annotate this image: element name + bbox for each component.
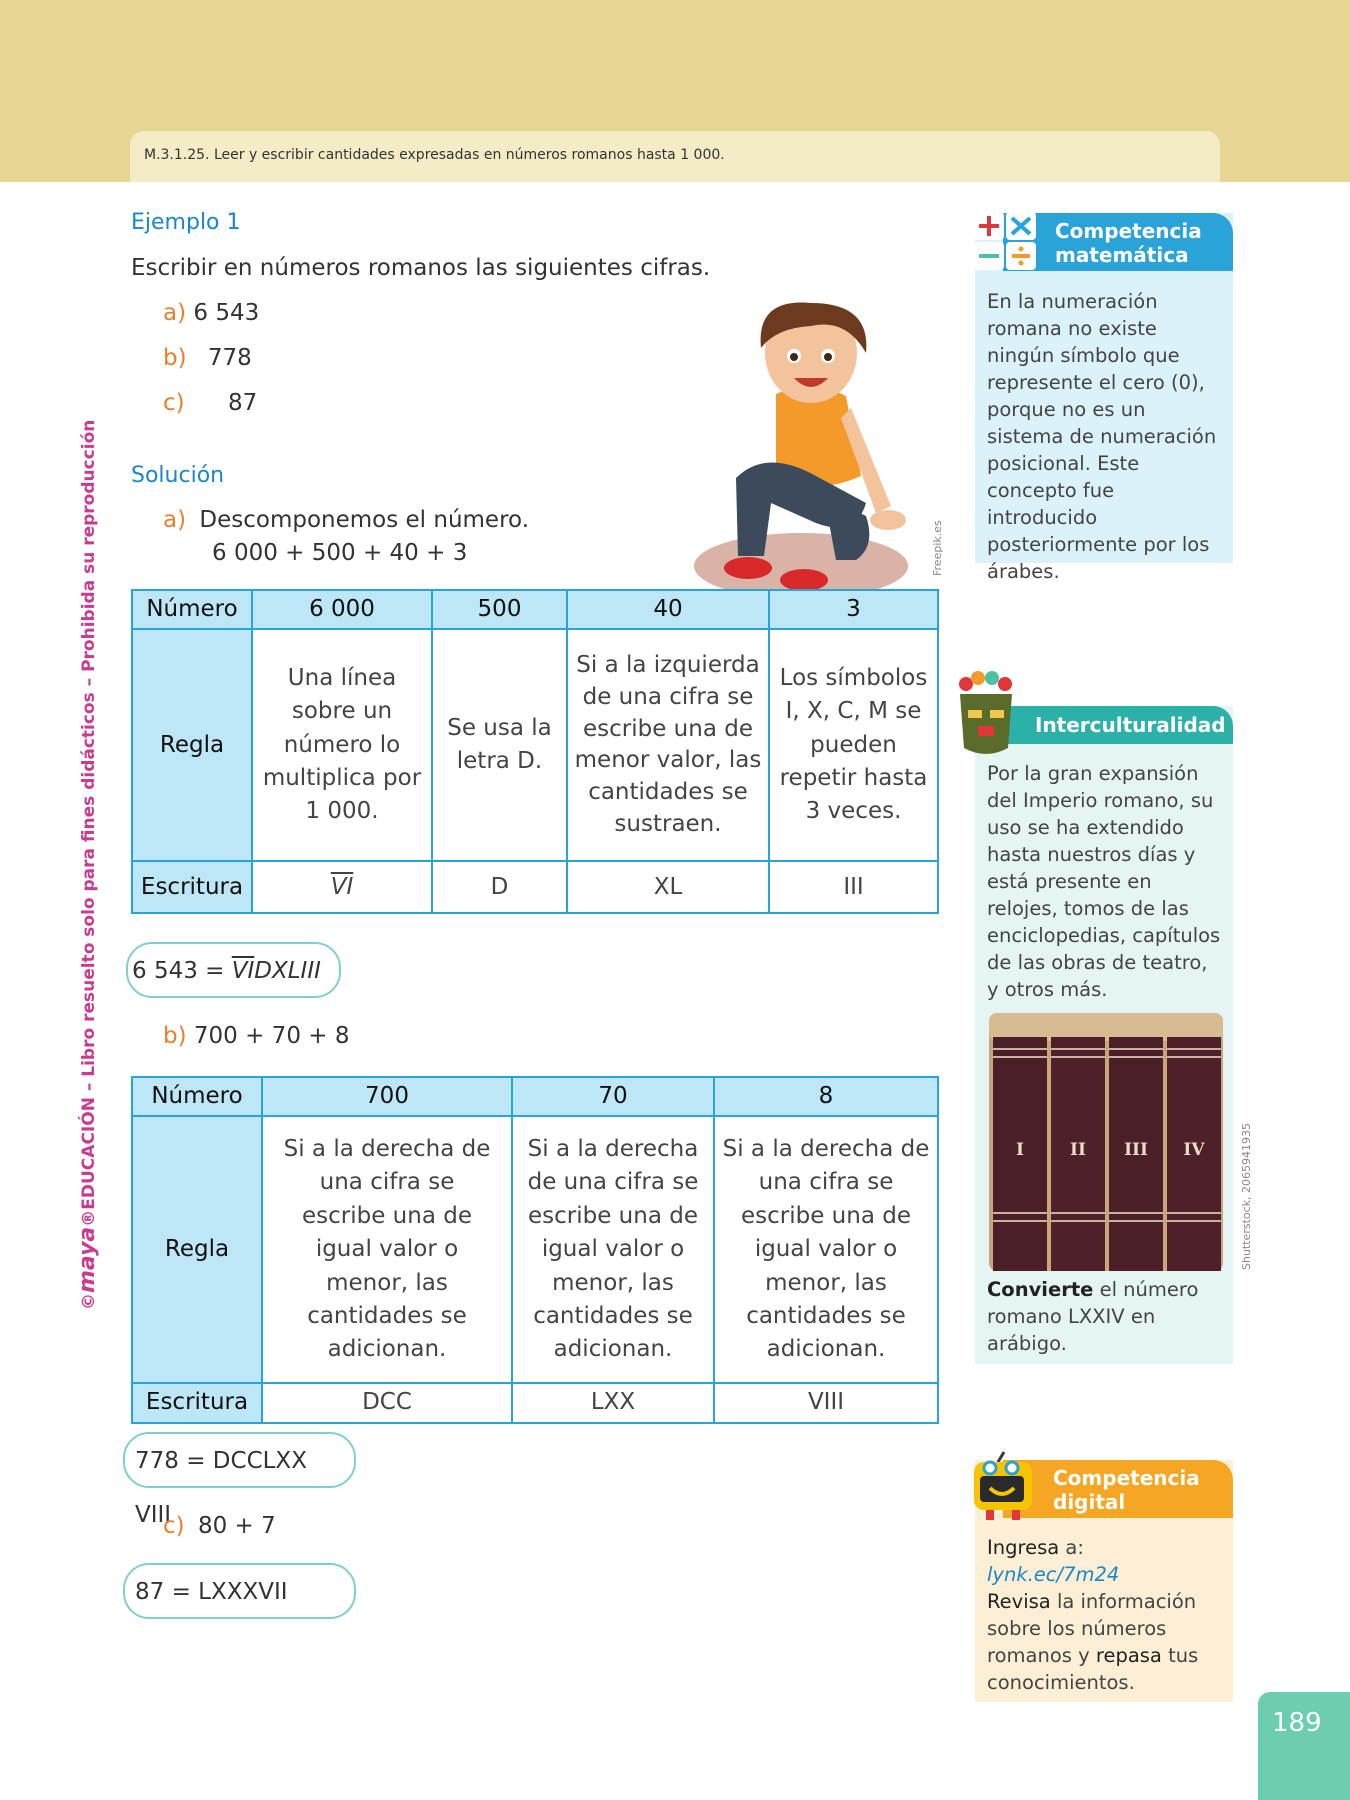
writing-cell: LXX	[512, 1383, 714, 1422]
brand-logo: maya	[75, 1226, 100, 1293]
left-shoe	[724, 557, 772, 579]
example-item-a	[163, 300, 259, 326]
item-letter: a)	[163, 300, 187, 326]
book-label: I	[1016, 1140, 1024, 1160]
header-cell: 8	[714, 1077, 938, 1116]
box-digital-body	[975, 1526, 1233, 1704]
side-credit	[75, 419, 100, 1310]
solution-c-line	[163, 1513, 276, 1539]
boy-illustration	[676, 298, 946, 608]
rule-label: Regla	[132, 1116, 262, 1383]
digital-text-3: tus conocimientos.	[987, 1644, 1199, 1694]
solution-a-line	[163, 507, 529, 533]
header-cell: 500	[432, 590, 567, 629]
right-shoe	[780, 569, 828, 591]
writing-label: Escritura	[132, 861, 252, 913]
answer-a	[126, 942, 341, 998]
rule-cell: Una línea sobre un número lo multiplica por 1 000.	[252, 629, 432, 861]
item-letter: c)	[163, 390, 185, 416]
book-label: II	[1070, 1140, 1086, 1160]
table-rule-row	[132, 629, 938, 861]
rule-label: Regla	[132, 629, 252, 861]
rule-cell: Si a la derecha de una cifra se escribe una de igual valor o menor, las cantidades se adicionan.	[512, 1116, 714, 1383]
writing-label: Escritura	[132, 1383, 262, 1422]
rule-cell: Se usa la letra D.	[432, 629, 567, 861]
writing-cell: D	[432, 861, 567, 913]
rule-cell: Si a la derecha de una cifra se escribe una de igual valor o menor, las cantidades se adicionan.	[262, 1116, 512, 1383]
header-cell: 3	[769, 590, 938, 629]
rule-cell: Si a la derecha de una cifra se escribe una de igual valor o menor, las cantidades se adicionan.	[714, 1116, 938, 1383]
books-photo	[989, 1013, 1223, 1271]
answer-b: 778 = DCCLXX VIII	[123, 1432, 356, 1488]
header-label: Número	[132, 590, 252, 629]
illustration-credit: Freepik.es	[931, 520, 944, 576]
item-letter: b)	[163, 345, 187, 371]
rule-cell: Los símbolos I, X, C, M se pueden repetir hasta 3 veces.	[769, 629, 938, 861]
copyright-symbol: ©	[79, 1293, 99, 1310]
skill-bar	[130, 131, 1220, 182]
robot-icon	[968, 1450, 1038, 1522]
skill-code: M.3.1.25. Leer y escribir cantidades expresadas en números romanos hasta 1 000.	[144, 147, 725, 163]
table-b	[131, 1076, 939, 1424]
box-inter-body: Por la gran expansión del Imperio romano, su uso se ha extendido hasta nuestros días y está presente en relojes, tomos de las enciclopedias, capítulos de las obras de teatro, y otros más.	[987, 762, 1221, 1001]
example-title: Ejemplo 1	[131, 210, 241, 235]
table-header-row	[132, 1077, 938, 1116]
writing-cell: III	[769, 861, 938, 913]
box-math-body: En la numeración romana no existe ningún símbolo que represente el cero (0), porque no es un sistema de numeración posicional. Este concepto fue introducido posteriormente por los árabes.	[987, 290, 1217, 583]
credit-text: ®EDUCACIÓN – Libro resuelto solo para fines didácticos – Prohibida su reproducción	[79, 419, 99, 1227]
solution-b-line	[163, 1023, 349, 1049]
page-number-tab	[1258, 1692, 1350, 1800]
item-letter: c)	[163, 1513, 185, 1539]
answer-a-prefix: 6 543 =	[132, 958, 232, 984]
digital-bold-3: repasa	[1095, 1644, 1162, 1667]
example-item-c	[163, 390, 257, 416]
writing-cell: XL	[567, 861, 769, 913]
math-operators-icon	[970, 208, 1042, 278]
task-text: el número romano LXXIV en arábigo.	[987, 1278, 1199, 1355]
table-rule-row	[132, 1116, 938, 1383]
book-label: III	[1124, 1140, 1148, 1160]
table-writing-row	[132, 1383, 938, 1422]
task-bold: Convierte	[987, 1278, 1094, 1301]
solution-a-decomposition: 6 000 + 500 + 40 + 3	[212, 540, 468, 566]
digital-link[interactable]: lynk.ec/7m24	[987, 1563, 1120, 1586]
header-label: Número	[132, 1077, 262, 1116]
solution-title: Solución	[131, 463, 225, 488]
header-cell: 40	[567, 590, 769, 629]
item-value: 6 543	[193, 300, 260, 326]
book-label: IV	[1183, 1140, 1205, 1160]
example-instruction: Escribir en números romanos las siguientes cifras.	[131, 255, 711, 281]
digital-text-2: la información sobre los números romanos y	[987, 1590, 1197, 1667]
writing-cell: DCC	[262, 1383, 512, 1422]
header-cell: 70	[512, 1077, 714, 1116]
rule-cell: Si a la izquierda de una cifra se escribe una de menor valor, las cantidades se sustraen.	[567, 629, 769, 861]
photo-credit: Shutterstock, 2065941935	[1240, 1122, 1253, 1270]
item-letter: b)	[163, 1023, 187, 1049]
example-item-b	[163, 345, 252, 371]
header-cell: 6 000	[252, 590, 432, 629]
answer-a-rest: DXLIII	[254, 958, 321, 984]
solution-c-decomposition: 80 + 7	[197, 1513, 276, 1539]
answer-c: 87 = LXXXVII	[123, 1563, 356, 1619]
page-number: 189	[1272, 1708, 1322, 1738]
table-header-row	[132, 590, 938, 629]
solution-b-decomposition: 700 + 70 + 8	[193, 1023, 350, 1049]
digital-bold-2: Revisa	[987, 1590, 1051, 1613]
writing-cell: $\overline{VI}$	[252, 861, 432, 913]
table-a	[131, 589, 939, 914]
box-inter-task	[975, 1268, 1233, 1365]
box-inter-title: Interculturalidad	[1003, 706, 1233, 744]
mask-icon	[948, 668, 1024, 760]
header-cell: 700	[262, 1077, 512, 1116]
box-math-title: Competencia matemática	[1003, 213, 1233, 271]
item-value: 778	[207, 345, 252, 371]
item-letter: a)	[163, 507, 187, 533]
digital-text-1: a:	[1059, 1536, 1084, 1559]
writing-cell: VIII	[714, 1383, 938, 1422]
box-digital-title: Competencia digital	[1003, 1460, 1233, 1518]
answer-a-overlined: $\overline{VI}$	[231, 958, 255, 984]
table-writing-row	[132, 861, 938, 913]
item-value: 87	[227, 390, 258, 416]
solution-a-text: Descomponemos el número.	[199, 507, 530, 533]
digital-bold-1: Ingresa	[987, 1536, 1060, 1559]
